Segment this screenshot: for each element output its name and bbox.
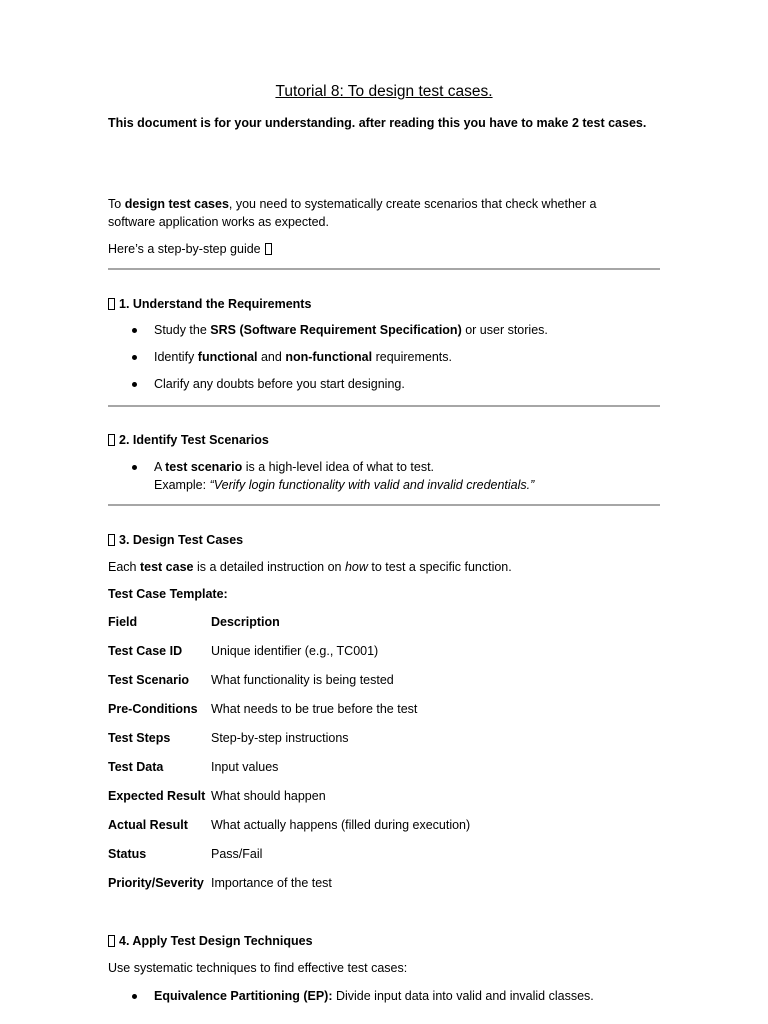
- test-case-template-table: [108, 613, 660, 892]
- item-text: A: [154, 460, 166, 474]
- divider: [108, 504, 660, 506]
- section-1-heading: [108, 295, 660, 313]
- table-cell-field: Test Data: [108, 760, 164, 774]
- table-cell-description: Pass/Fail: [211, 847, 263, 861]
- section-3: [108, 531, 660, 892]
- section-3-heading: [108, 531, 660, 549]
- intro-pre: To: [108, 197, 125, 211]
- item-text: Clarify any doubts before you start designing.: [154, 377, 405, 391]
- table-row: [108, 845, 660, 863]
- list-item: [108, 458, 660, 494]
- table-cell-description: What actually happens (filled during execution): [211, 818, 471, 832]
- bullet-icon: [132, 382, 137, 387]
- missing-glyph-icon: [108, 434, 115, 446]
- table-cell-description: Unique identifier (e.g., TC001): [211, 644, 379, 658]
- list-item: [108, 348, 660, 366]
- item-text: and: [257, 350, 286, 364]
- table-row: [108, 729, 660, 747]
- section-4-heading: [108, 932, 660, 950]
- list-item: [108, 321, 660, 339]
- item-text: Study the: [154, 323, 211, 337]
- table-row: [108, 787, 660, 805]
- table-cell-field: Test Scenario: [108, 673, 190, 687]
- table-cell-field: Pre-Conditions: [108, 702, 198, 716]
- item-bold: test scenario: [165, 460, 243, 474]
- example-text: “Verify login functionality with valid and invalid credentials.”: [209, 478, 535, 492]
- table-cell-description: Step-by-step instructions: [211, 731, 349, 745]
- line-bold: test case: [139, 560, 194, 574]
- table-header-description: Description: [211, 615, 280, 629]
- section-3-line: [108, 558, 660, 576]
- section-4-list: [108, 987, 660, 1005]
- section-4: [108, 932, 660, 1005]
- item-bold: functional: [197, 350, 258, 364]
- list-item: [108, 375, 660, 393]
- template-label: Test Case Template:: [108, 587, 228, 601]
- table-cell-field: Status: [108, 847, 147, 861]
- example-label: Example:: [154, 478, 210, 492]
- item-text: Identify: [154, 350, 198, 364]
- section-3-heading-text: 3. Design Test Cases: [119, 533, 244, 547]
- intro-paragraph: [108, 195, 660, 231]
- table-row: [108, 700, 660, 718]
- table-cell-field: Actual Result: [108, 818, 188, 832]
- table-cell-description: What should happen: [211, 789, 326, 803]
- table-header-field: Field: [108, 615, 138, 629]
- section-4-heading-text: 4. Apply Test Design Techniques: [119, 934, 313, 948]
- item-text: is a high-level idea of what to test.: [242, 460, 435, 474]
- table-cell-field: Expected Result: [108, 789, 206, 803]
- divider: [108, 268, 660, 270]
- line-text: to test a specific function.: [367, 560, 512, 574]
- table-row: [108, 758, 660, 776]
- table-cell-description: What needs to be true before the test: [211, 702, 418, 716]
- section-1-heading-text: 1. Understand the Requirements: [119, 297, 312, 311]
- line-text: Each: [108, 560, 140, 574]
- section-2-heading-text: 2. Identify Test Scenarios: [119, 433, 269, 447]
- item-bold: non-functional: [285, 350, 373, 364]
- bullet-icon: [132, 465, 137, 470]
- missing-glyph-icon: [108, 935, 115, 947]
- table-header-row: [108, 613, 660, 631]
- guide-text: Here’s a step-by-step guide: [108, 242, 261, 256]
- line-italic: how: [344, 560, 368, 574]
- list-item: [108, 987, 660, 1005]
- intro-line2: software application works as expected.: [108, 215, 329, 229]
- table-row: [108, 816, 660, 834]
- bullet-icon: [132, 994, 137, 999]
- missing-glyph-icon: [108, 298, 115, 310]
- table-row: [108, 874, 660, 892]
- section-2: [108, 431, 660, 494]
- item-bold: Equivalence Partitioning (EP):: [154, 989, 333, 1003]
- table-cell-field: Test Steps: [108, 731, 171, 745]
- missing-glyph-icon: [108, 534, 115, 546]
- line-text: is a detailed instruction on: [193, 560, 345, 574]
- intro-bold: design test cases: [124, 197, 229, 211]
- bullet-icon: [132, 355, 137, 360]
- table-row: [108, 642, 660, 660]
- table-cell-description: Importance of the test: [211, 876, 332, 890]
- bullet-icon: [132, 328, 137, 333]
- section-1-list: [108, 321, 660, 393]
- table-row: [108, 671, 660, 689]
- intro-post: , you need to systematically create scenarios that check whether a: [228, 197, 597, 211]
- item-text: or user stories.: [461, 323, 548, 337]
- document-subtitle: This document is for your understanding. after reading this you have to make 2 test cases.: [108, 116, 647, 130]
- section-1: [108, 295, 660, 393]
- item-text: requirements.: [372, 350, 453, 364]
- document-title: Tutorial 8: To design test cases.: [275, 83, 493, 100]
- divider: [108, 405, 660, 407]
- section-4-line: Use systematic techniques to find effective test cases:: [108, 961, 408, 975]
- table-cell-description: Input values: [211, 760, 279, 774]
- table-cell-description: What functionality is being tested: [211, 673, 394, 687]
- missing-glyph-icon: [265, 243, 272, 255]
- section-2-list: [108, 458, 660, 494]
- section-2-heading: [108, 431, 660, 449]
- table-cell-field: Priority/Severity: [108, 876, 204, 890]
- item-bold: SRS (Software Requirement Specification): [210, 323, 462, 337]
- table-cell-field: Test Case ID: [108, 644, 183, 658]
- item-text: Divide input data into valid and invalid classes.: [332, 989, 594, 1003]
- guide-line: [108, 240, 660, 258]
